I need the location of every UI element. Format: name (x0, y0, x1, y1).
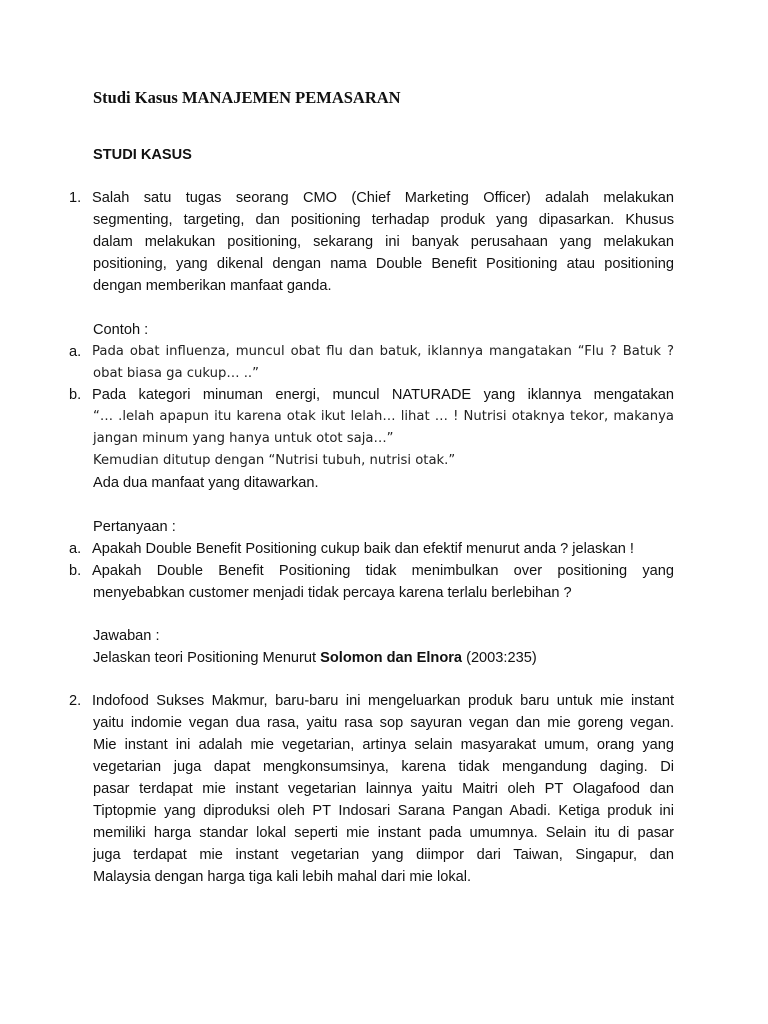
answer-authors: Solomon dan Elnora (320, 650, 463, 666)
case1-number: 1. (69, 190, 82, 206)
example-b-line: Pada kategori minuman energi, muncul NATURADE yang iklannya mengatakan (92, 387, 674, 403)
case2-line: pasar terdapat mie instant vegetarian lainnya yaitu Maitri oleh PT Olagafood dan (93, 781, 674, 797)
example-a-marker: a. (69, 344, 82, 360)
question-b-line: menyebabkan customer menjadi tidak percaya karena terlalu berlebihan ? (93, 585, 572, 601)
example-b-line: “… .lelah apapun itu karena otak ikut lelah… lihat … ! Nutrisi otaknya tekor, makanya (93, 409, 674, 424)
example-a-line: obat biasa ga cukup… ..” (93, 366, 259, 381)
case2-line: Indofood Sukses Makmur, baru-baru ini mengeluarkan produk baru untuk mie instant (92, 693, 674, 709)
questions-label: Pertanyaan : (93, 519, 176, 535)
case2-line: juga terdapat mie instant vegetarian yang diimpor dari Taiwan, Singapur, dan (93, 847, 674, 863)
case2-line: memiliki harga standar lokal seperti mie instant pada umumnya. Selain itu di pasar (93, 825, 674, 841)
case1-line: dalam melakukan positioning, sekarang ini banyak perusahaan yang melakukan (93, 234, 674, 250)
answer-text (93, 649, 537, 667)
case2-line: Mie instant ini adalah mie vegetarian, artinya selain masyarakat umum, orang yang (93, 737, 674, 753)
question-b-line: Apakah Double Benefit Positioning tidak menimbulkan over positioning yang (92, 563, 674, 579)
answer-suffix: (2003:235) (462, 650, 537, 666)
case2-line: Tiptopmie yang diproduksi oleh PT Indosari Sarana Pangan Abadi. Ketiga produk ini (93, 803, 674, 819)
case2-line: Malaysia dengan harga tiga kali lebih mahal dari mie lokal. (93, 869, 472, 885)
case1-line: segmenting, targeting, dan positioning terhadap produk yang dipasarkan. Khusus (93, 212, 674, 228)
answer-prefix: Jelaskan teori Positioning Menurut (93, 650, 321, 666)
case2-number: 2. (69, 693, 82, 709)
case2-line: vegetarian juga dapat mengkonsumsinya, karena tidak mengandung daging. Di (93, 759, 674, 775)
document-title: Studi Kasus MANAJEMEN PEMASARAN (93, 88, 401, 107)
example-label: Contoh : (93, 322, 149, 338)
example-a-line: Pada obat influenza, muncul obat flu dan batuk, iklannya mangatakan “Flu ? Batuk ? (92, 344, 674, 359)
example-b-line: Kemudian ditutup dengan “Nutrisi tubuh, nutrisi otak.” (93, 453, 456, 468)
case1-line: dengan memberikan manfaat ganda. (93, 278, 332, 294)
answer-label: Jawaban : (93, 628, 160, 644)
example-b-line: Ada dua manfaat yang ditawarkan. (93, 475, 319, 491)
question-b-marker: b. (69, 563, 82, 579)
case1-line: positioning, yang dikenal dengan nama Double Benefit Positioning atau positioning (93, 256, 674, 272)
question-a-text: Apakah Double Benefit Positioning cukup baik dan efektif menurut anda ? jelaskan ! (92, 541, 634, 557)
case1-line: Salah satu tugas seorang CMO (Chief Marketing Officer) adalah melakukan (92, 190, 674, 206)
example-b-marker: b. (69, 387, 82, 403)
case2-line: yaitu indomie vegan dua rasa, yaitu rasa sop sayuran vegan dan mie goreng vegan. (93, 715, 674, 731)
question-a-marker: a. (69, 541, 82, 557)
section-heading: STUDI KASUS (93, 147, 192, 163)
example-b-line: jangan minum yang hanya untuk otot saja…” (93, 431, 394, 446)
